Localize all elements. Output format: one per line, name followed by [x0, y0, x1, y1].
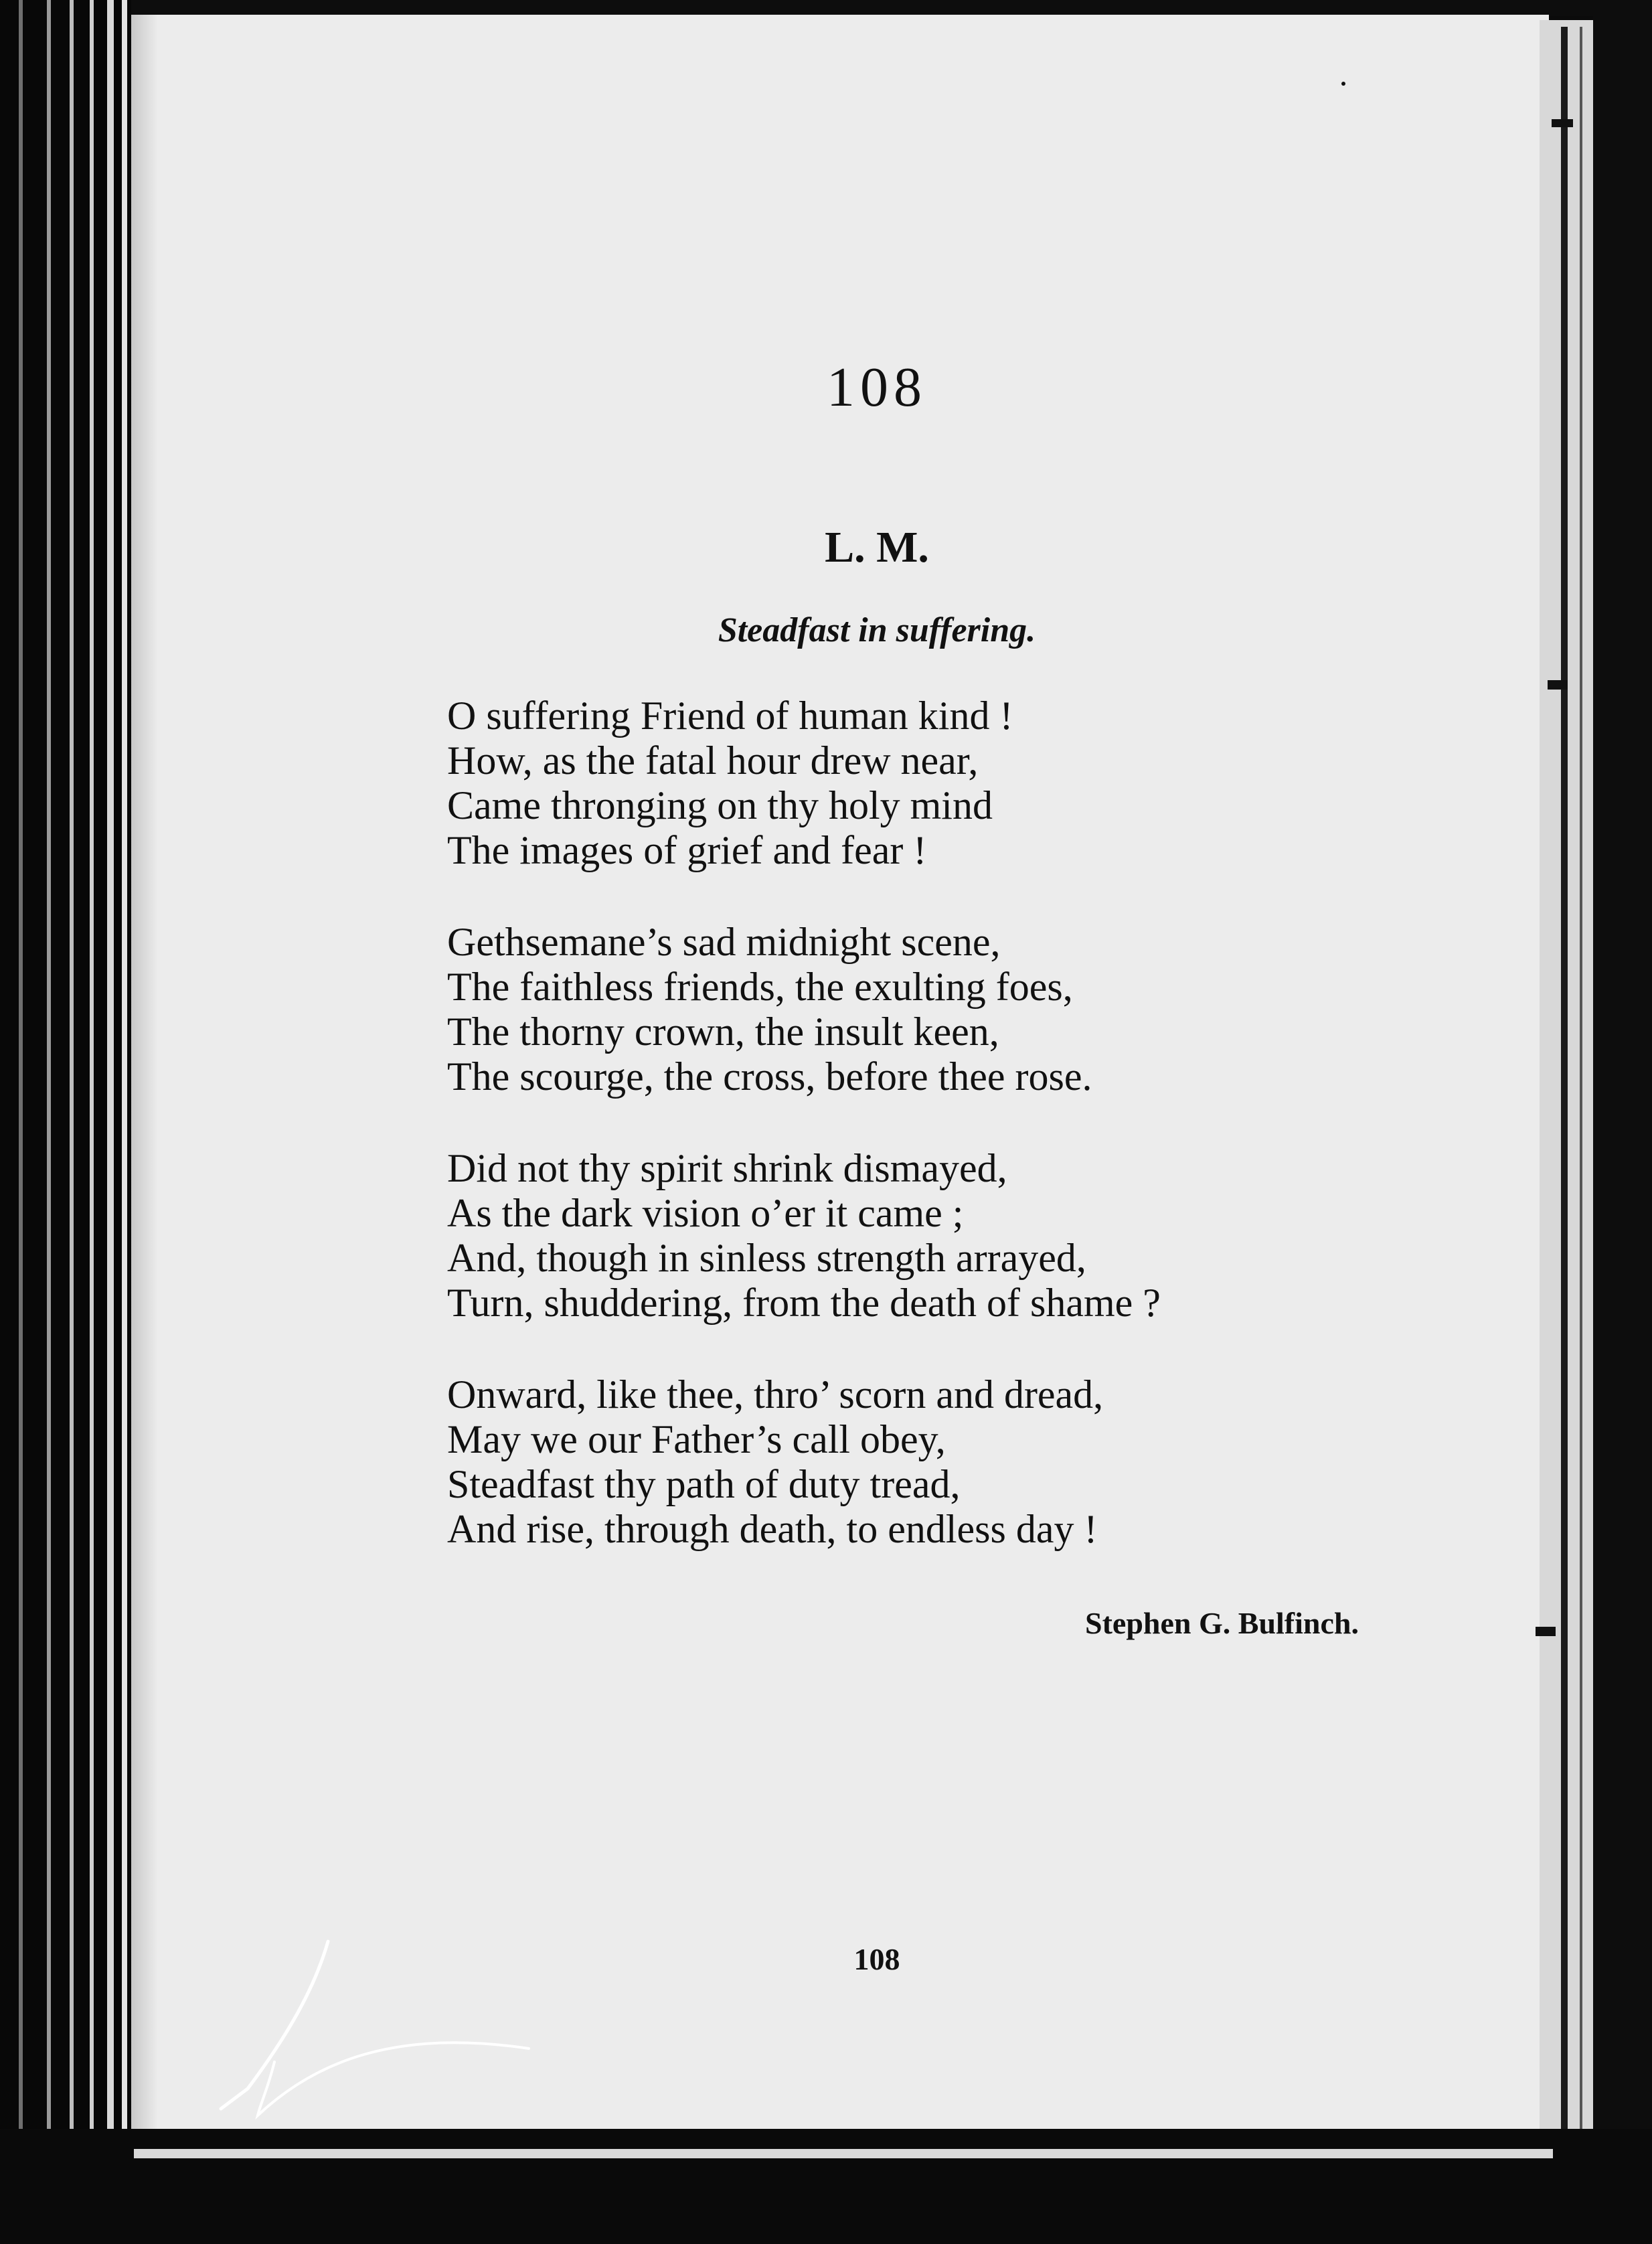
hymn-subtitle: Steadfast in suffering. — [718, 611, 1036, 649]
verse-line: Did not thy spirit shrink dismayed, — [447, 1146, 1007, 1190]
hymn-number: 108 — [827, 356, 927, 418]
verse-line: As the dark vision o’er it came ; — [447, 1191, 964, 1235]
hymn-author: Stephen G. Bulfinch. — [1085, 1606, 1359, 1640]
stanza — [447, 1146, 1384, 1326]
verse-line: The thorny crown, the insult keen, — [447, 1010, 999, 1054]
verse-line: How, as the fatal hour drew near, — [447, 738, 979, 783]
stanza — [447, 1372, 1384, 1552]
verse-line: Steadfast thy path of duty tread, — [447, 1462, 961, 1506]
page-number: 108 — [853, 1942, 900, 1976]
verse-line: Onward, like thee, thro’ scorn and dread, — [447, 1372, 1104, 1417]
verse-line: And, though in sinless strength arrayed, — [447, 1236, 1086, 1280]
verse-line: The scourge, the cross, before thee rose. — [447, 1054, 1092, 1099]
verse-line: O suffering Friend of human kind ! — [447, 694, 1013, 738]
stanza — [447, 920, 1384, 1099]
verse-line: The images of grief and fear ! — [447, 828, 927, 872]
verse-line: And rise, through death, to endless day ! — [447, 1507, 1098, 1551]
hymn-meter: L. M. — [825, 523, 929, 572]
verse-line: Came thronging on thy holy mind — [447, 783, 993, 827]
stanza — [447, 694, 1384, 873]
verse-line: Gethsemane’s sad midnight scene, — [447, 920, 1001, 964]
verse-line: May we our Father’s call obey, — [447, 1417, 946, 1461]
verse-line: The faithless friends, the exulting foes, — [447, 965, 1073, 1009]
verse-line: Turn, shuddering, from the death of shame ? — [447, 1281, 1161, 1325]
